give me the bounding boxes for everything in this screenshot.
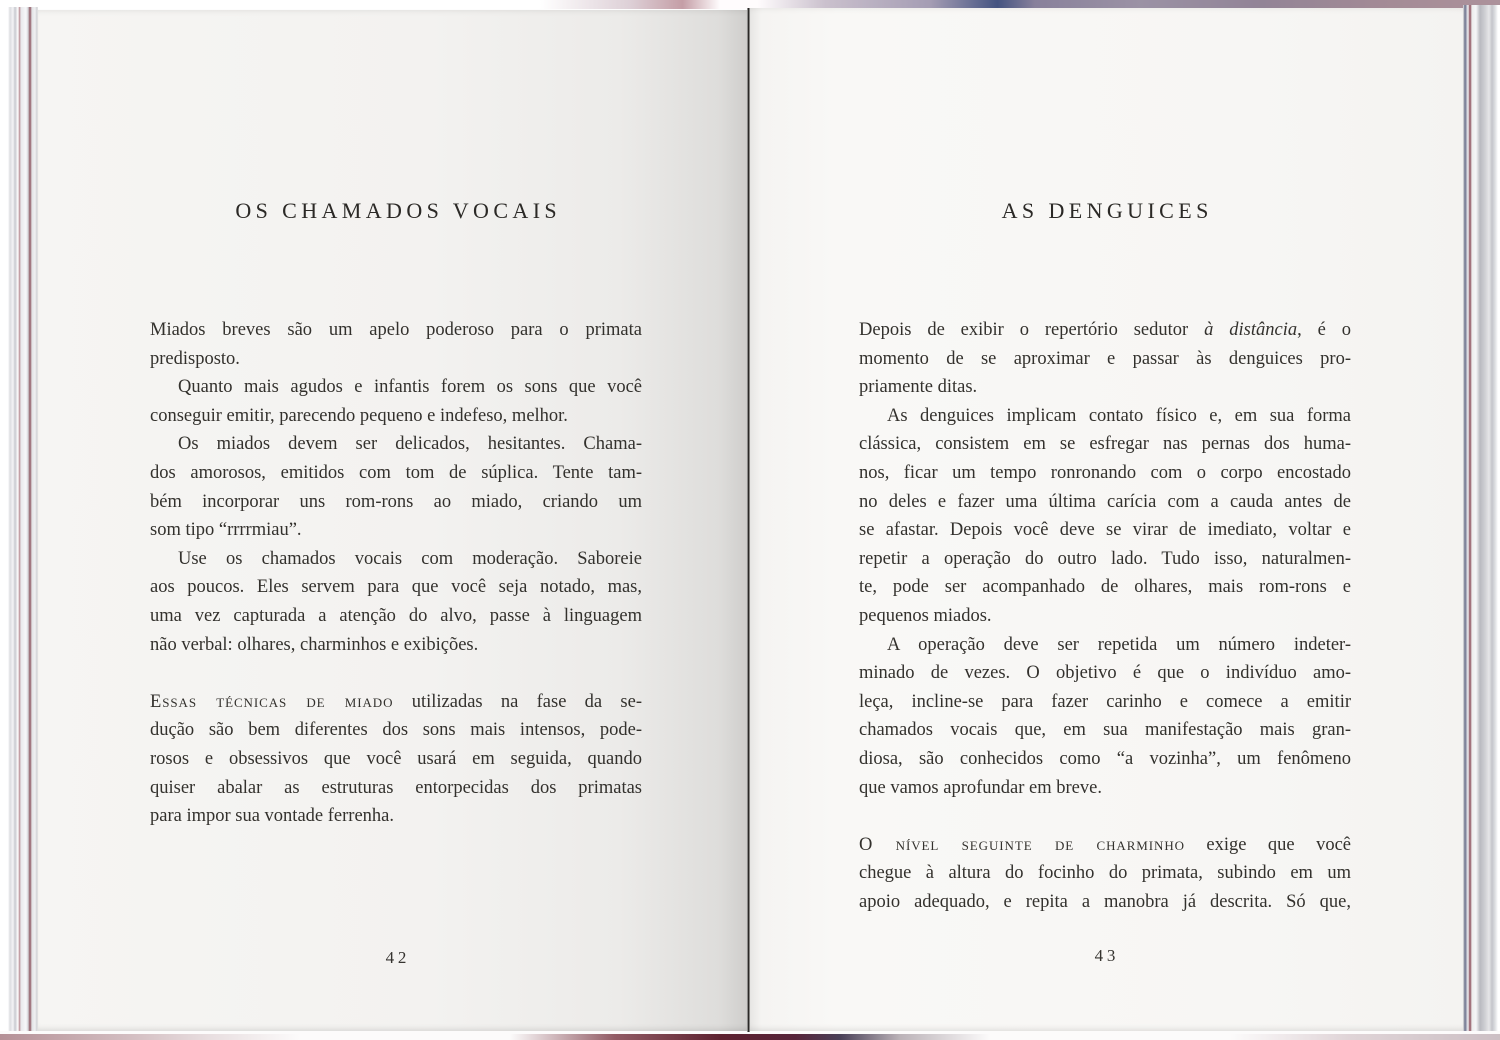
text-line: Miados breves são um apelo poderoso para o primata bbox=[150, 320, 642, 340]
right-page-body bbox=[859, 316, 1351, 916]
text-line: O nível seguinte de charminho exige que você bbox=[859, 834, 1351, 855]
page-stack-left-edge bbox=[0, 7, 38, 1034]
paragraph bbox=[150, 688, 642, 831]
text-line: chamados vocais que, em sua manifestação mais gran- bbox=[859, 720, 1351, 741]
text-line: minado de vezes. O objetivo é que o indivíduo amo- bbox=[859, 663, 1351, 684]
text-line: uma vez capturada a atenção do alvo, passe à linguagem bbox=[150, 605, 642, 626]
paragraph bbox=[859, 402, 1351, 631]
text-line: no deles e fazer uma última carícia com a cauda antes de bbox=[859, 491, 1351, 512]
small-caps-text: Essas técnicas de miado bbox=[150, 691, 394, 712]
text-line: para impor sua vontade ferrenha. bbox=[150, 806, 394, 827]
text-line: Os miados devem ser delicados, hesitantes. Chama- bbox=[178, 434, 642, 455]
text-line: apoio adequado, e repita a manobra já descrita. Só que, bbox=[859, 891, 1351, 912]
paragraph bbox=[150, 373, 642, 430]
chapter-title-left: OS CHAMADOS VOCAIS bbox=[235, 198, 562, 223]
text-line: leça, incline-se para fazer carinho e comece a emitir bbox=[859, 691, 1351, 712]
text-line: A operação deve ser repetida um número indeter- bbox=[887, 634, 1351, 655]
text-line: chegue à altura do focinho do primata, subindo em um bbox=[859, 863, 1351, 884]
text-line: bém incorporar uns rom-rons ao miado, criando um bbox=[150, 491, 642, 512]
text-line: dução são bem diferentes dos sons mais intensos, pode- bbox=[150, 720, 642, 741]
text-line: não verbal: olhares, charminhos e exibições. bbox=[150, 634, 479, 655]
text-line: se afastar. Depois você deve se virar de imediato, voltar e bbox=[859, 520, 1351, 541]
text-line: aos poucos. Eles servem para que você seja notado, mas, bbox=[150, 577, 642, 598]
page-number-right: 43 bbox=[1094, 946, 1120, 965]
text-line: quiser abalar as estruturas entorpecidas dos primatas bbox=[150, 777, 642, 798]
text-line: dos amorosos, emitidos com tom de súplica. Tente tam- bbox=[150, 462, 642, 483]
text-line: Essas técnicas de miado utilizadas na fase da se- bbox=[150, 691, 642, 712]
page-number-left: 42 bbox=[385, 948, 411, 967]
paragraph bbox=[150, 430, 642, 544]
paragraph bbox=[859, 316, 1351, 402]
book-bottom-edge bbox=[0, 1031, 1500, 1040]
text-line: momento de se aproximar e passar às denguices pro- bbox=[859, 348, 1351, 369]
right-page bbox=[750, 8, 1463, 1031]
text-line: priamente ditas. bbox=[859, 377, 978, 398]
left-page bbox=[38, 10, 747, 1031]
text-line: conseguir emitir, parecendo pequeno e indefeso, melhor. bbox=[150, 405, 568, 426]
text-line: nos, ficar um tempo ronronando com o corpo encostado bbox=[859, 462, 1351, 483]
text-line: clássica, consistem em se esfregar nas pernas dos huma- bbox=[859, 434, 1351, 455]
text-line: diosa, são conhecidos como “a vozinha”, um fenômeno bbox=[859, 748, 1351, 769]
paragraph bbox=[150, 545, 642, 659]
text-line: pequenos miados. bbox=[859, 605, 992, 626]
text-line: te, pode ser acompanhado de olhares, mais rom-rons e bbox=[859, 577, 1351, 598]
paragraph bbox=[859, 831, 1351, 917]
page-stack-right-edge bbox=[1463, 5, 1500, 1034]
text-line: Depois de exibir o repertório sedutor à distância, é o bbox=[859, 320, 1352, 340]
text-line: As denguices implicam contato físico e, em sua forma bbox=[887, 405, 1351, 426]
text-line: predisposto. bbox=[150, 348, 240, 369]
text-line: Quanto mais agudos e infantis forem os sons que você bbox=[178, 377, 642, 398]
paragraph bbox=[859, 631, 1351, 803]
text-line: som tipo “rrrrmiau”. bbox=[150, 520, 302, 541]
italic-text: à distância bbox=[1204, 320, 1298, 340]
paragraph bbox=[150, 316, 642, 373]
text-line: repetir a operação do outro lado. Tudo isso, naturalmen- bbox=[859, 548, 1351, 569]
text-line: que vamos aprofundar em breve. bbox=[859, 777, 1102, 798]
chapter-title-right: AS DENGUICES bbox=[1001, 198, 1213, 223]
small-caps-text: O nível seguinte de charminho bbox=[859, 834, 1185, 855]
text-line: rosos e obsessivos que você usará em seguida, quando bbox=[150, 748, 642, 769]
cover-bottom-sliver bbox=[0, 1034, 1500, 1040]
text-line: Use os chamados vocais com moderação. Saboreie bbox=[178, 548, 642, 569]
left-page-body bbox=[150, 316, 642, 831]
